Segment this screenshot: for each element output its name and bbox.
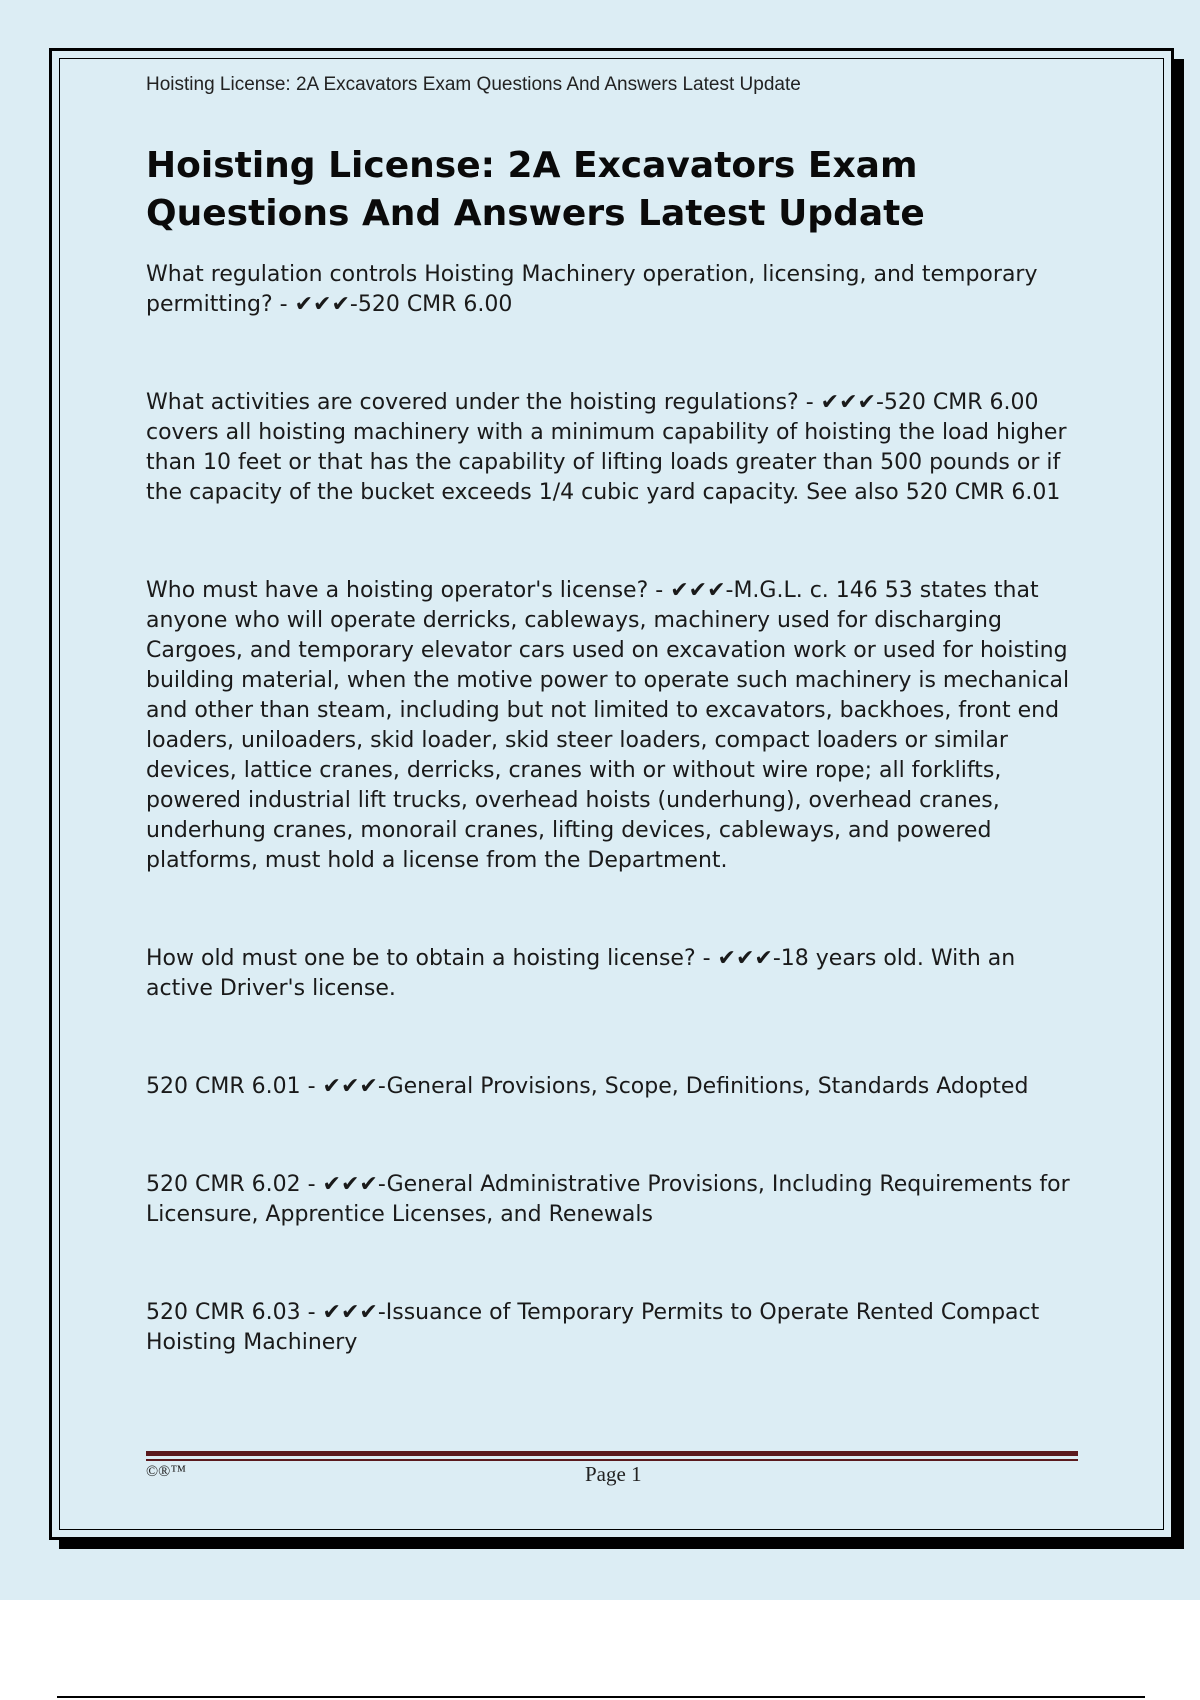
footer-rule-thin [146, 1459, 1078, 1461]
checkmark-separator: - ✔✔✔- [702, 946, 781, 971]
qa-item [146, 388, 1081, 508]
document-title: Hoisting License: 2A Excavators Exam Questions And Answers Latest Update [146, 145, 925, 234]
qa-item [146, 1170, 1081, 1230]
footer-rule-thick [146, 1451, 1078, 1456]
question-text: Who must have a hoisting operator's license? [146, 578, 656, 603]
next-page-top-rule [57, 1696, 1145, 1698]
answer-text: 520 CMR 6.00 covers all hoisting machinery with a minimum capability of hoisting the load higher than 10 feet or that has the capability of lifting loads greater than 500 pounds or if the capacity of the bucket exceeds 1/4 cubic yard capacity. See also 520 CMR 6.01 [146, 390, 1067, 505]
page-number: Page 1 [585, 1462, 642, 1486]
question-text: How old must one be to obtain a hoisting license? [146, 946, 703, 971]
checkmark-separator: - ✔✔✔- [307, 1172, 387, 1197]
qa-item [146, 944, 1081, 1004]
footer-symbols: ©®™ [146, 1463, 186, 1480]
question-text: 520 CMR 6.01 [146, 1074, 308, 1099]
answer-text: 520 CMR 6.00 [357, 292, 513, 317]
checkmark-separator: - ✔✔✔- [655, 578, 734, 603]
question-text: 520 CMR 6.02 [146, 1172, 308, 1197]
running-header: Hoisting License: 2A Excavators Exam Questions And Answers Latest Update [146, 74, 801, 95]
answer-text: Issuance of Temporary Permits to Operate Rented Compact Hoisting Machinery [146, 1300, 1040, 1355]
checkmark-separator: - ✔✔✔- [307, 1074, 387, 1099]
answer-text: 18 years old. With an active Driver's license. [146, 946, 1016, 1001]
question-text: What regulation controls Hoisting Machinery operation, licensing, and temporary permitting? [146, 262, 1038, 317]
qa-list [146, 260, 1081, 1426]
qa-item [146, 260, 1081, 320]
question-text: What activities are covered under the hoisting regulations? [146, 390, 806, 415]
answer-text: General Administrative Provisions, Including Requirements for Licensure, Apprentice Licenses, and Renewals [146, 1172, 1070, 1227]
answer-text: General Provisions, Scope, Definitions, Standards Adopted [386, 1074, 1029, 1099]
qa-item [146, 1298, 1081, 1358]
checkmark-separator: - ✔✔✔- [279, 292, 358, 317]
checkmark-separator: - ✔✔✔- [307, 1300, 386, 1325]
answer-text: M.G.L. c. 146 53 states that anyone who will operate derricks, cableways, machinery used for discharging Cargoes, and temporary elevator cars used on excavation work or used for hoisting building material, when the motive power to operate such machinery is mechanical and other than steam, including but not limited to excavators, backhoes, front end loaders, uniloaders, skid loader, skid steer loaders, compact loaders or similar devices, lattice cranes, derricks, cranes with or without wire rope; all forklifts, powered industrial lift trucks, overhead hoists (underhung), overhead cranes, underhung cranes, monorail cranes, lifting devices, cableways, and powered platforms, must hold a license from the Department. [146, 578, 1070, 873]
qa-item [146, 1072, 1081, 1102]
qa-item [146, 576, 1081, 876]
question-text: 520 CMR 6.03 [146, 1300, 308, 1325]
checkmark-separator: - ✔✔✔- [805, 390, 884, 415]
